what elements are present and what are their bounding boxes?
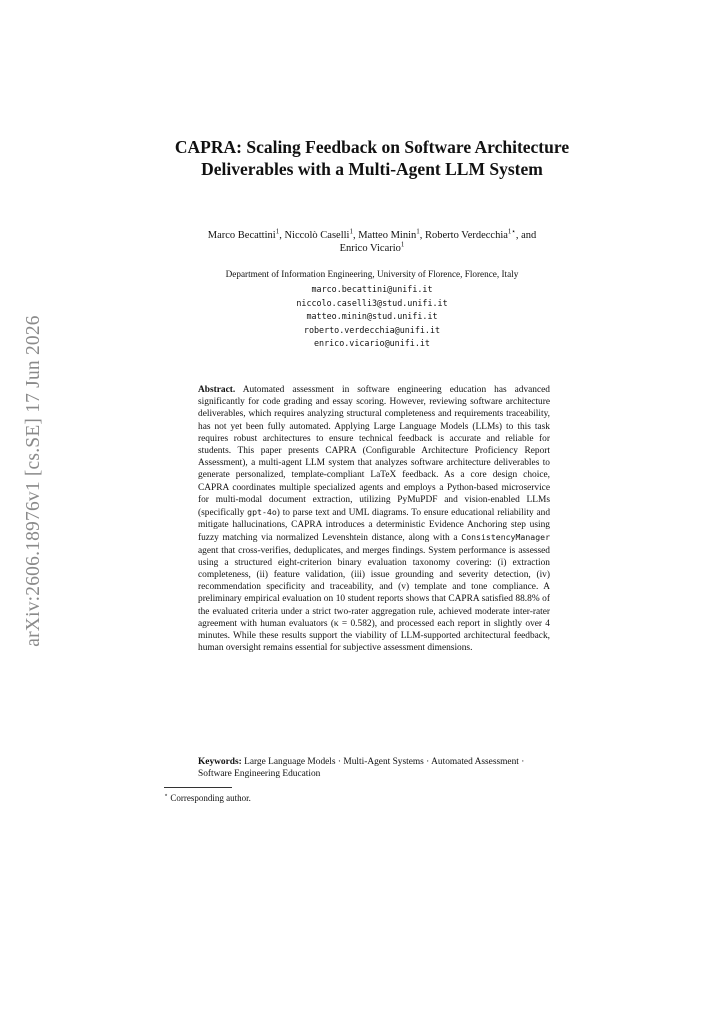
keywords <box>198 756 550 780</box>
keywords-label: Keywords: <box>198 757 242 767</box>
footnote <box>164 790 251 804</box>
footnote-divider <box>164 787 232 788</box>
arxiv-identifier-text: arXiv:2606.18976v1 [cs.SE] 17 Jun 2026 <box>23 315 44 647</box>
email-address: marco.becattini@unifi.it <box>311 284 433 294</box>
author: Matteo Minin$^1$, <box>358 227 426 241</box>
arxiv-identifier-stamp <box>22 300 46 662</box>
author: Niccolò Caselli$^1$, <box>284 227 359 241</box>
email-address: matteo.minin@stud.unifi.it <box>306 311 438 322</box>
email-address: enrico.vicario@unifi.it <box>314 338 430 349</box>
paper-title: CAPRA: Scaling Feedback on Software Architecture Deliverables with a Multi-Agent LLM System <box>174 137 570 179</box>
author: Marco Becattini$^1$, <box>207 227 285 241</box>
affiliation: Department of Information Engineering, University of Florence, Florence, Italy <box>225 269 519 279</box>
footnote-text: Corresponding author. <box>170 793 251 803</box>
abstract-text-part-2: ) to parse text and UML diagrams. To ensure educational reliability and mitigate hallucinations, CAPRA introduces a deterministic Evidence Anchoring step using fuzzy matching via normalized Levenshtein distance, along with a <box>198 508 551 544</box>
abstract <box>198 384 550 654</box>
author-list <box>150 229 594 255</box>
abstract-code-agent: ConsistencyManager <box>461 532 550 543</box>
abstract-label: Abstract. <box>198 385 236 395</box>
abstract-code-model: gpt-4o <box>247 507 277 518</box>
author: Enrico Vicario$^1$ <box>339 240 405 254</box>
email-address: niccolo.caselli3@stud.unifi.it <box>296 297 448 308</box>
abstract-text-part-3: agent that cross-verifies, deduplicates, and merges findings. System performance is assessed using a structured eight-criterion binary evaluation taxonomy covering: (i) extraction completeness, (ii) feature validation, (iii) issue grounding and severity detection, (iv) recommendation specificity and traceability, and (v) template and tone compliance. A preliminary empirical evaluation on 10 student reports shows that CAPRA satisfied 88.8% of the evaluated criteria under a strict two-rater aggregation rule, achieved moderate inter-rater agreement with human evaluators (κ = 0.582), and processed each report in slightly over 4 minutes. While these results support the viability of LLM-supported architectural feedback, human oversight remains essential for subjective assessment dimensions. <box>198 545 550 654</box>
keywords-text: Large Language Models · Multi-Agent Systems · Automated Assessment · Software Engineering Education <box>198 757 525 780</box>
email-address: roberto.verdecchia@unifi.it <box>303 324 441 335</box>
abstract-text-part-1: Automated assessment in software engineering education has advanced significantly for code grading and essay scoring. However, reviewing software architecture deliverables, which requires analyzing structural completeness and requirements traceability, has not yet been fully automated. Applying Large Language Models (LLMs) to this task requires robust architectures to ensure technical feedback is accurate and reliable for students. This paper presents CAPRA (Configurable Architecture Proficiency Report Assessment), a multi-agent LLM system that analyzes software architecture deliverables to generate personalized, template-compliant LaTeX feedback. As a core design choice, CAPRA coordinates multiple specialized agents and employs a Python-based microservice for multi-modal document extraction, utilizing PyMuPDF and vision-enabled LLMs (specifically <box>198 385 550 519</box>
author: Roberto Verdecchia$^{1⋆}$, and <box>425 227 537 241</box>
footnote-mark: ⋆ <box>164 792 169 799</box>
email-list <box>150 283 594 351</box>
